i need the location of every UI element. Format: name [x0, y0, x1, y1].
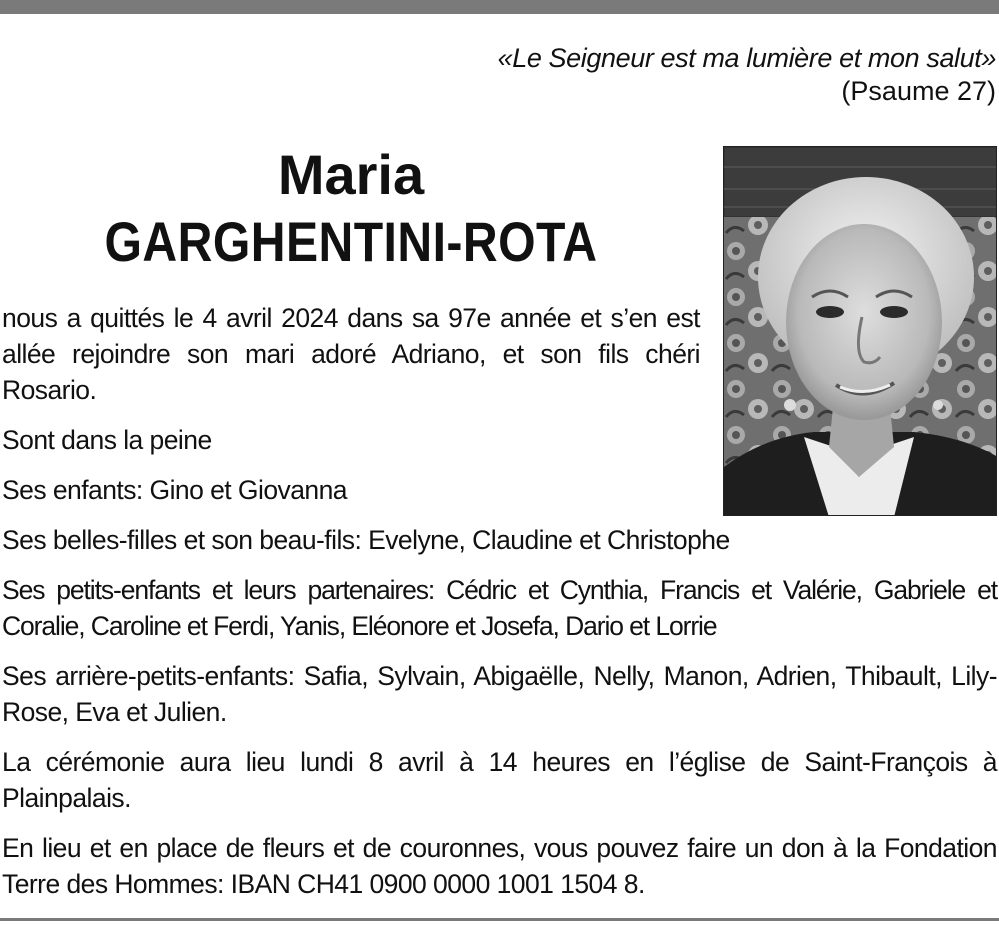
- deceased-name: [0, 143, 702, 277]
- epigraph-reference: (Psaume 27): [841, 76, 996, 106]
- donation-paragraph: En lieu et en place de fleurs et de couronnes, vous pouvez faire un don à la Fondation Terre des Hommes: IBAN CH41 0900 0000 1001 1504 8.: [2, 833, 997, 899]
- epigraph-quote: «Le Seigneur est ma lumière et mon salut»: [497, 43, 996, 73]
- in-laws-line: Ses belles-filles et son beau-fils: Evelyne, Claudine et Christophe: [2, 525, 730, 555]
- announcement-paragraph: nous a quittés le 4 avril 2024 dans sa 97e année et s’en est allée rejoindre son mari adoré Adriano, et son fils chéri Rosario.: [2, 303, 700, 405]
- children-line: Ses enfants: Gino et Giovanna: [2, 475, 347, 505]
- obituary-body: [2, 300, 997, 916]
- top-rule: [0, 0, 999, 14]
- grandchildren-paragraph: Ses petits-enfants et leurs partenaires: Cédric et Cynthia, Francis et Valérie, Gabriele et Coralie, Caroline et Ferdi, Yanis, Eléonore et Josefa, Dario et Lorrie: [2, 575, 997, 641]
- last-name: GARGHENTINI-ROTA: [104, 210, 598, 273]
- great-grandchildren-paragraph: Ses arrière-petits-enfants: Safia, Sylvain, Abigaëlle, Nelly, Manon, Adrien, Thibault, Lily-Rose, Eva et Julien.: [2, 661, 997, 727]
- mourning-line: Sont dans la peine: [2, 425, 212, 455]
- bottom-rule: [0, 918, 999, 921]
- ceremony-paragraph: La cérémonie aura lieu lundi 8 avril à 14 heures en l’église de Saint-François à Plainpalais.: [2, 747, 997, 813]
- epigraph: [498, 42, 996, 108]
- first-name: Maria: [277, 143, 425, 206]
